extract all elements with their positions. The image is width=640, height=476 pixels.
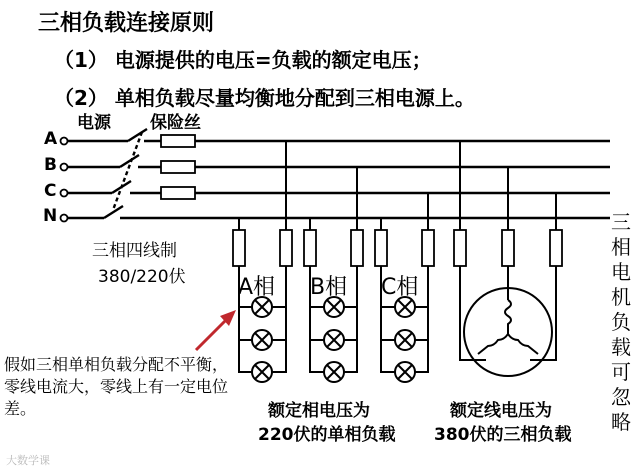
motor-winding-2	[478, 334, 508, 354]
rule-1: （1） 电源提供的电压=负载的额定电压；	[54, 48, 432, 72]
fuse-motor-b	[502, 230, 514, 266]
imbalance-note: 假如三相单相负载分配不平衡，零线电流大，零线上有一定电位差。	[4, 355, 229, 418]
main-fuse-a	[161, 135, 195, 147]
three-phase-caption-1: 额定线电压为	[450, 401, 552, 421]
lamp-c-2	[395, 330, 415, 350]
lamp-b-3	[324, 362, 344, 382]
switch-a	[128, 129, 147, 141]
fuse-label: 保险丝	[150, 113, 201, 133]
fuse-c-phase	[422, 230, 434, 266]
line-label-a: A	[44, 129, 58, 149]
phase-b-label: B相	[310, 275, 348, 300]
fuse-b-phase	[351, 230, 363, 266]
motor-label: 三相电机负载可忽略	[611, 210, 631, 434]
fuse-motor-c	[550, 230, 562, 266]
motor-winding-1	[505, 300, 511, 334]
lamp-a-2	[252, 330, 272, 350]
three-phase-caption-2: 380伏的三相负载	[434, 425, 572, 445]
line-label-c: C	[44, 181, 57, 201]
lamp-a-3	[252, 362, 272, 382]
phase-a-label: A相	[238, 275, 276, 300]
system-voltage: 380/220伏	[98, 267, 186, 287]
power-source-label: 电源	[77, 113, 111, 133]
system-name: 三相四线制	[92, 241, 177, 261]
fuse-motor-a	[454, 230, 466, 266]
fuse-a-neutral	[233, 230, 245, 266]
imbalance-arrow	[196, 310, 236, 350]
switch-gang	[113, 132, 142, 210]
terminal-c	[61, 190, 68, 197]
line-label-b: B	[44, 155, 57, 175]
terminal-n	[61, 215, 68, 222]
page-title: 三相负载连接原则	[38, 11, 215, 36]
watermark: 大数学课	[6, 454, 50, 467]
lamp-c-3	[395, 362, 415, 382]
terminal-b	[61, 164, 68, 171]
main-fuse-c	[161, 187, 195, 199]
fuse-b-neutral	[304, 230, 316, 266]
single-phase-caption-2: 220伏的单相负载	[258, 425, 396, 445]
rule-2: （2） 单相负载尽量均衡地分配到三相电源上。	[54, 86, 475, 110]
fuse-a-phase	[280, 230, 292, 266]
main-fuse-b	[161, 161, 195, 173]
phase-c-label: C相	[381, 275, 419, 300]
motor-winding-3	[508, 334, 538, 354]
terminal-a	[61, 138, 68, 145]
fuse-c-neutral	[375, 230, 387, 266]
lamp-b-2	[324, 330, 344, 350]
single-phase-caption-1: 额定相电压为	[268, 401, 370, 421]
line-label-n: N	[43, 206, 58, 226]
